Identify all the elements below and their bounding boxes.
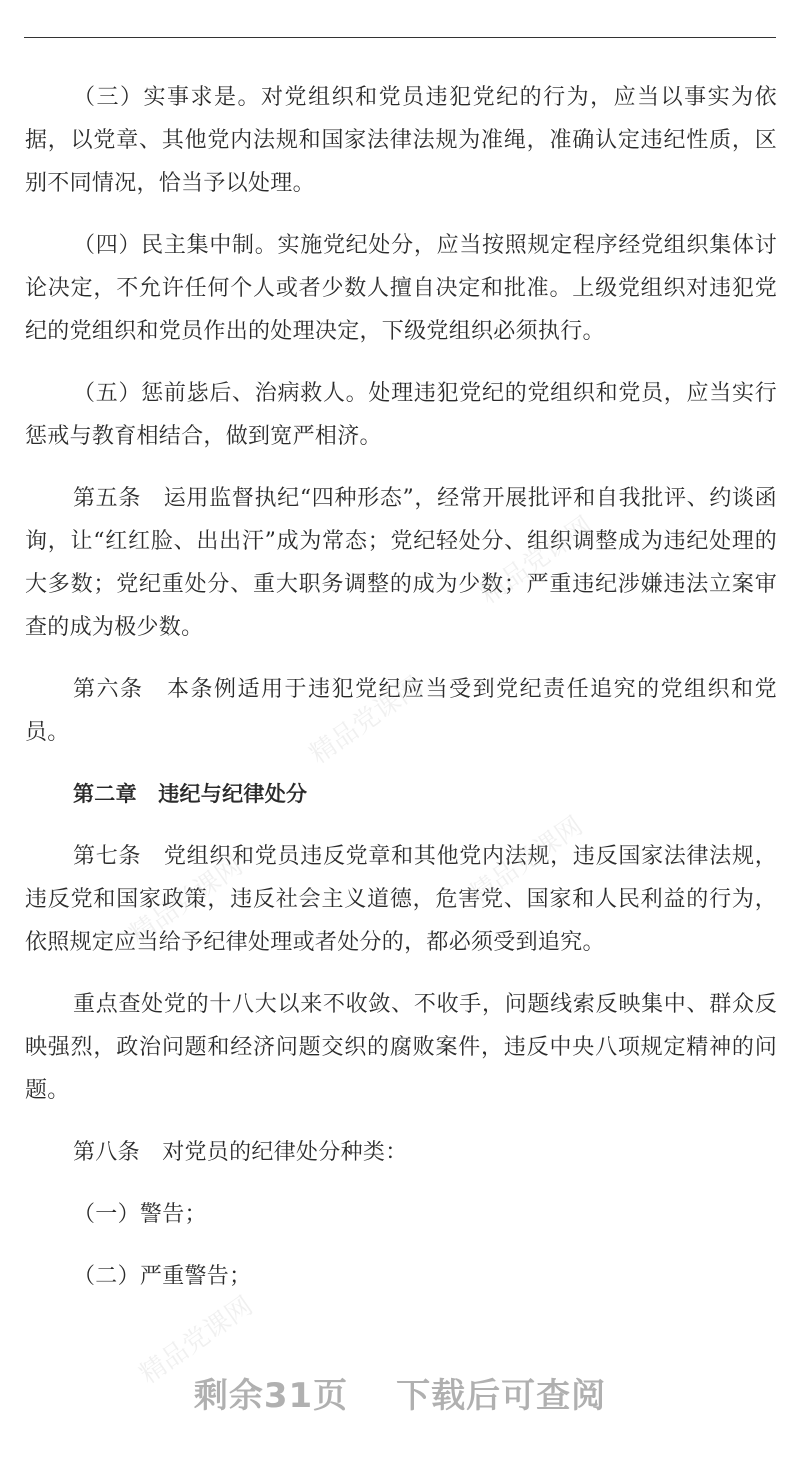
paragraph-article-6: 第六条 本条例适用于违犯党纪应当受到党纪责任追究的党组织和党员。: [25, 677, 777, 745]
paragraph-principle-3: （三）实事求是。对党组织和党员违犯党纪的行为，应当以事实为依据，以党章、其他党内法规和国家法律法规为准绳，准确认定违纪性质，区别不同情况，恰当予以处理。: [25, 85, 777, 196]
chapter-heading: 第二章 违纪与纪律处分: [73, 782, 308, 806]
download-to-view-text: 下载后可查阅: [396, 1376, 607, 1416]
paragraph-article-8: 第八条 对党员的纪律处分种类：: [73, 1140, 408, 1165]
paragraph-article-7: 第七条 党组织和党员违反党章和其他党内法规，违反国家法律法规，违反党和国家政策，违反社会主义道德，危害党、国家和人民利益的行为，依照规定应当给予纪律处理或者处分的，都必须受到追究。: [25, 844, 777, 955]
header-rule: [24, 37, 776, 38]
list-item-serious-warning: （二）严重警告；: [73, 1264, 252, 1289]
remaining-pages-text: 剩余31页: [193, 1376, 349, 1416]
watermark: 精品党课网: [464, 810, 589, 911]
paragraph-article-5: 第五条 运用监督执纪“四种形态”，经常开展批评和自我批评、约谈函询，让“红红脸、出出汗”成为常态；党纪轻处分、组织调整成为违纪处理的大多数；党纪重处分、重大职务调整的成为少数；严重违纪涉嫌违法立案审查的成为极少数。: [25, 486, 777, 640]
watermark: 精品党课网: [124, 850, 249, 951]
paragraph-key-investigation: 重点查处党的十八大以来不收敛、不收手，问题线索反映集中、群众反映强烈，政治问题和经济问题交织的腐败案件，违反中央八项规定精神的问题。: [25, 992, 777, 1103]
paragraph-principle-5: （五）惩前毖后、治病救人。处理违犯党纪的党组织和党员，应当实行惩戒与教育相结合，做到宽严相济。: [25, 381, 777, 449]
list-item-warning: （一）警告；: [73, 1202, 207, 1227]
watermark: 精品党课网: [304, 670, 429, 771]
download-prompt-banner[interactable]: [0, 1368, 800, 1416]
watermark: 精品党课网: [134, 1290, 259, 1391]
document-body: [25, 76, 777, 1317]
paragraph-principle-4: （四）民主集中制。实施党纪处分，应当按照规定程序经党组织集体讨论决定，不允许任何个人或者少数人擅自决定和批准。上级党组织对违犯党纪的党组织和党员作出的处理决定，下级党组织必须执行。: [25, 233, 777, 344]
watermark: 精品党课网: [474, 510, 599, 611]
